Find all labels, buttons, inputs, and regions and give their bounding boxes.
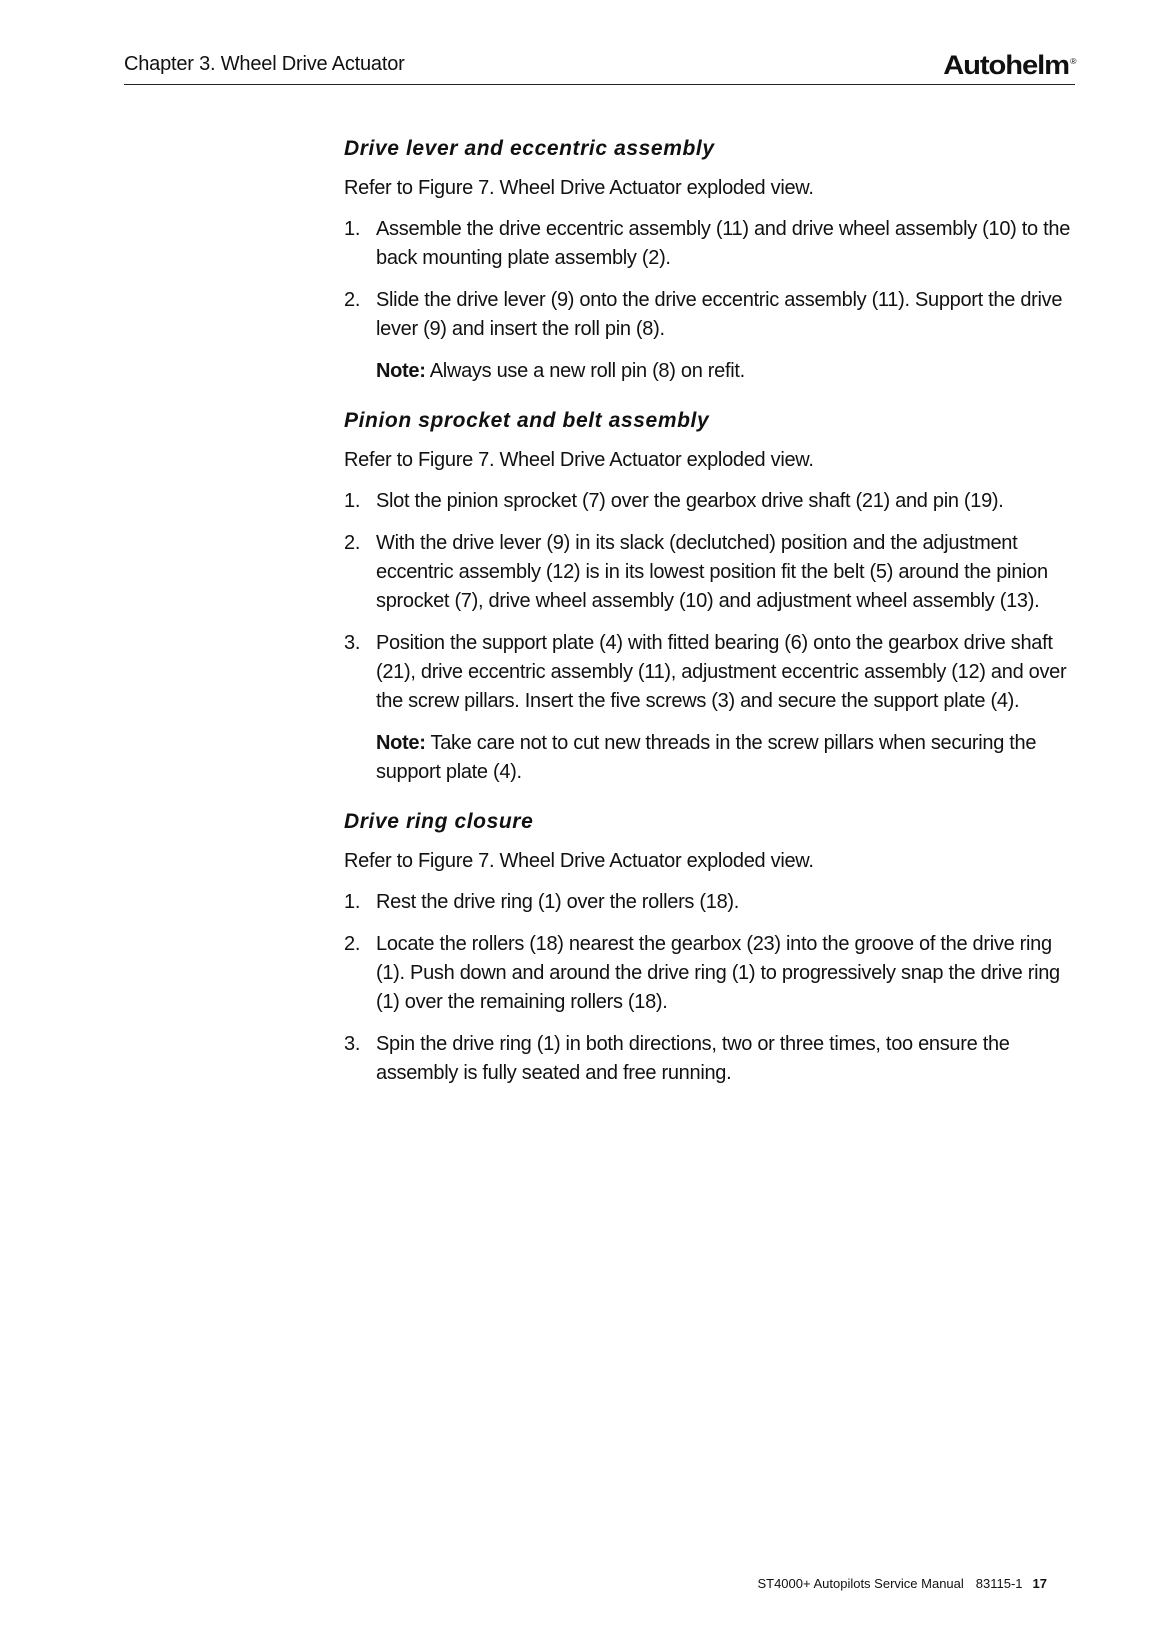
step-number: 3. — [344, 632, 361, 654]
brand-logo — [943, 50, 1075, 81]
note-text: Always use a new roll pin (8) on refit. — [425, 360, 745, 382]
figure-reference: Refer to Figure 7. Wheel Drive Actuator exploded view. — [344, 850, 814, 872]
page-footer — [757, 1576, 1047, 1591]
document-code: 83115-1 — [975, 1576, 1023, 1591]
manual-title: ST4000+ Autopilots Service Manual — [757, 1576, 964, 1591]
figure-reference: Refer to Figure 7. Wheel Drive Actuator exploded view. — [344, 449, 814, 471]
step-number: 1. — [344, 490, 361, 512]
chapter-title: Chapter 3. Wheel Drive Actuator — [124, 53, 405, 75]
main-content — [344, 136, 1084, 1101]
step-number: 1. — [344, 218, 361, 240]
registered-mark: ® — [1069, 57, 1075, 66]
step-number: 3. — [344, 1033, 361, 1055]
step-text: Slot the pinion sprocket (7) over the gearbox drive shaft (21) and pin (19). — [376, 490, 1004, 512]
step-number: 1. — [344, 891, 361, 913]
step-number: 2. — [344, 933, 361, 955]
step-text: Position the support plate (4) with fitted bearing (6) onto the gearbox drive shaft (21), drive eccentric assembly (11), adjustment eccentric assembly (12) and over the screw pillars. Insert the five screws (3) and secure the support plate (4). — [376, 632, 1067, 712]
step-list — [344, 888, 1084, 1088]
step-item — [344, 529, 1084, 616]
section-title: Drive lever and eccentric assembly — [344, 137, 715, 160]
step-item — [344, 487, 1084, 516]
step-number: 2. — [344, 289, 361, 311]
page-header — [124, 50, 1075, 85]
brand-name: Autohelm — [942, 50, 1069, 80]
note-label: Note: — [376, 360, 426, 382]
step-text: Assemble the drive eccentric assembly (11) and drive wheel assembly (10) to the back mounting plate assembly (2). — [376, 218, 1071, 269]
step-item — [344, 1030, 1084, 1088]
figure-reference: Refer to Figure 7. Wheel Drive Actuator exploded view. — [344, 177, 814, 199]
note — [376, 357, 1084, 386]
step-item — [344, 930, 1084, 1017]
step-text: With the drive lever (9) in its slack (declutched) position and the adjustment eccentric assembly (12) is in its lowest position fit the belt (5) around the pinion sprocket (7), drive wheel assembly (10) and adjustment wheel assembly (13). — [376, 532, 1048, 612]
step-item — [344, 888, 1084, 917]
step-list — [344, 487, 1084, 716]
section-title: Drive ring closure — [344, 810, 534, 833]
note — [376, 729, 1084, 787]
step-item — [344, 629, 1084, 716]
step-text: Slide the drive lever (9) onto the drive eccentric assembly (11). Support the drive lever (9) and insert the roll pin (8). — [376, 289, 1063, 340]
page-number: 17 — [1032, 1576, 1047, 1591]
step-number: 2. — [344, 532, 361, 554]
step-list — [344, 215, 1084, 344]
step-text: Rest the drive ring (1) over the rollers (18). — [376, 891, 740, 913]
section-title: Pinion sprocket and belt assembly — [344, 409, 710, 432]
step-item — [344, 286, 1084, 344]
step-text: Locate the rollers (18) nearest the gearbox (23) into the groove of the drive ring (1). Push down and around the drive ring (1) to progressively snap the drive ring (1) over the remaining rollers (18). — [376, 933, 1060, 1013]
step-item — [344, 215, 1084, 273]
step-text: Spin the drive ring (1) in both directions, two or three times, too ensure the assembly is fully seated and free running. — [376, 1033, 1010, 1084]
note-label: Note: — [376, 732, 426, 754]
note-text: Take care not to cut new threads in the screw pillars when securing the support plate (4). — [376, 732, 1037, 783]
